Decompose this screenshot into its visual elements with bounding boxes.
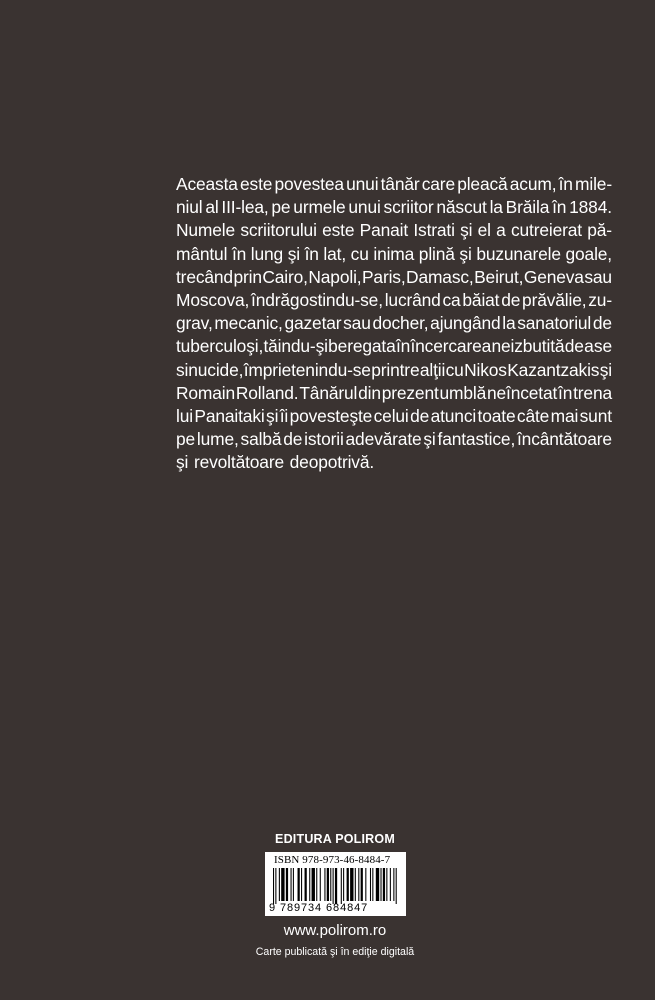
publisher-name: EDITURA POLIROM <box>275 832 395 846</box>
blurb-line: Numele scriitorului este Panait Istrati şi el a cutreierat pă- <box>176 220 612 241</box>
digital-edition-note: Carte publicată şi în ediţie digitală <box>255 946 415 958</box>
blurb-line: pe lume, salbă de istorii adevărate şi fantastice, încântătoare <box>176 429 612 450</box>
isbn-text: ISBN 978-973-46-8484-7 <box>274 854 391 866</box>
barcode-digits: 9 789734 684847 <box>269 902 369 914</box>
blurb-line: Moscova, îndrăgostindu-se, lucrând ca băiat de prăvălie, zu- <box>176 289 612 310</box>
blurb-line: sinucide, împrietenindu-se printre alţii cu Nikos Kazantzakis şi <box>176 359 612 380</box>
isbn-barcode-label <box>265 852 406 916</box>
blurb-line: lui Panaitaki şi îi povesteşte celui de atunci toate câte mai sunt <box>176 405 612 426</box>
publisher-website: www.polirom.ro <box>283 922 387 939</box>
blurb-line: trecând prin Cairo, Napoli, Paris, Damasc, Beirut, Geneva sau <box>176 266 612 287</box>
blurb-line: grav, mecanic, gazetar sau docher, ajungând la sanatoriul de <box>176 313 612 334</box>
back-cover-blurb <box>176 173 612 474</box>
blurb-line: Aceasta este povestea unui tânăr care pleacă acum, în mile- <box>176 174 612 194</box>
blurb-line: mântul în lung şi în lat, cu inima plină şi buzunarele goale, <box>176 243 612 264</box>
blurb-line: şi revoltătoare deopotrivă. <box>176 452 375 473</box>
blurb-line: tuberculoşi, tăindu-şi beregata în încercarea neizbutită de a se <box>176 336 612 357</box>
blurb-line: Romain Rolland. Tânărul din prezent umblă neîncetat în trena <box>176 382 612 403</box>
blurb-line: niul al III-lea, pe urmele unui scriitor născut la Brăila în 1884. <box>176 197 612 218</box>
barcode-icon <box>271 868 400 904</box>
